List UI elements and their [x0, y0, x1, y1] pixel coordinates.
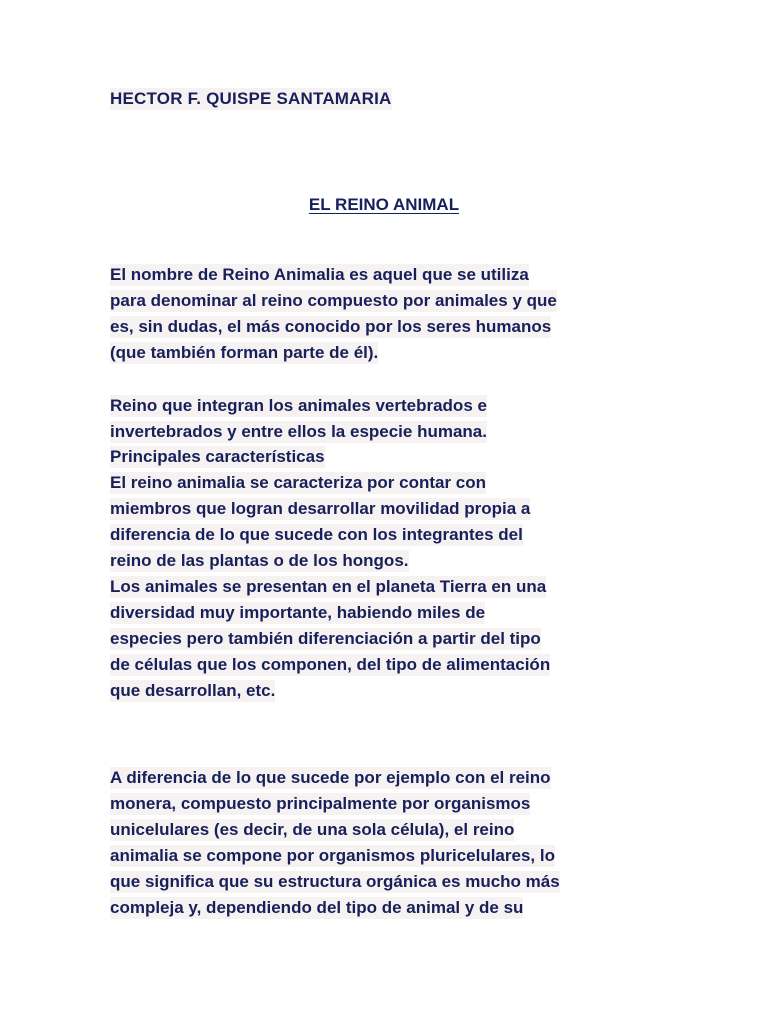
- paragraph-line-text: animalia se compone por organismos pluricelulares, lo: [110, 846, 555, 865]
- paragraph-line: [110, 264, 529, 286]
- paragraph-line-text: El nombre de Reino Animalia es aquel que se utiliza: [110, 265, 529, 284]
- paragraph-line-text: especies pero también diferenciación a partir del tipo: [110, 629, 541, 648]
- paragraph-line: [110, 524, 523, 546]
- paragraph-line-text: para denominar al reino compuesto por animales y que: [110, 291, 557, 310]
- paragraph-line: [110, 871, 560, 893]
- paragraph-line-text: miembros que logran desarrollar movilidad propia a: [110, 499, 531, 518]
- paragraph-line-text: monera, compuesto principalmente por organismos: [110, 794, 531, 813]
- paragraph-line: [110, 680, 275, 702]
- paragraph-line: [110, 342, 378, 364]
- paragraph-line-text: (que también forman parte de él).: [110, 343, 379, 362]
- paragraph-line-text: A diferencia de lo que sucede por ejemplo con el reino: [110, 768, 551, 787]
- paragraph-line-text: Reino que integran los animales vertebrados e: [110, 396, 487, 415]
- paragraph-line-text: compleja y, dependiendo del tipo de animal y de su: [110, 898, 524, 917]
- paragraph-line-text: que desarrollan, etc.: [110, 681, 276, 700]
- paragraph-line: [110, 897, 523, 919]
- author-name-text: HECTOR F. QUISPE SANTAMARIA: [110, 89, 392, 108]
- paragraph-line: [110, 819, 514, 841]
- paragraph-line: [110, 654, 550, 676]
- paragraph-line-text: unicelulares (es decir, de una sola célula), el reino: [110, 820, 515, 839]
- document-title: [0, 194, 768, 216]
- paragraph-line: [110, 290, 557, 312]
- paragraph-line: [110, 550, 409, 572]
- paragraph-line-text: Los animales se presentan en el planeta Tierra en una: [110, 577, 547, 596]
- paragraph-line: [110, 628, 541, 650]
- paragraph-line: [110, 446, 325, 468]
- paragraph-line: [110, 472, 486, 494]
- paragraph-line: [110, 845, 555, 867]
- paragraph-line-text: que significa que su estructura orgánica es mucho más: [110, 872, 560, 891]
- paragraph-line-text: es, sin dudas, el más conocido por los seres humanos: [110, 317, 552, 336]
- author-name: [110, 88, 392, 110]
- paragraph-line-text: diversidad muy importante, habiendo miles de: [110, 603, 486, 622]
- paragraph-line: [110, 316, 551, 338]
- paragraph-line: [110, 602, 485, 624]
- paragraph-line: [110, 793, 530, 815]
- paragraph-line-text: invertebrados y entre ellos la especie humana.: [110, 422, 487, 441]
- paragraph-line: [110, 767, 551, 789]
- paragraph-line-text: Principales características: [110, 447, 325, 466]
- paragraph-line-text: diferencia de lo que sucede con los integrantes del: [110, 525, 523, 544]
- paragraph-line: [110, 576, 546, 598]
- paragraph-line: [110, 421, 487, 443]
- document-title-text: EL REINO ANIMAL: [308, 195, 460, 214]
- paragraph-line: [110, 498, 530, 520]
- paragraph-line: [110, 395, 487, 417]
- paragraph-line-text: reino de las plantas o de los hongos.: [110, 551, 409, 570]
- paragraph-line-text: El reino animalia se caracteriza por contar con: [110, 473, 487, 492]
- paragraph-line-text: de células que los componen, del tipo de alimentación: [110, 655, 551, 674]
